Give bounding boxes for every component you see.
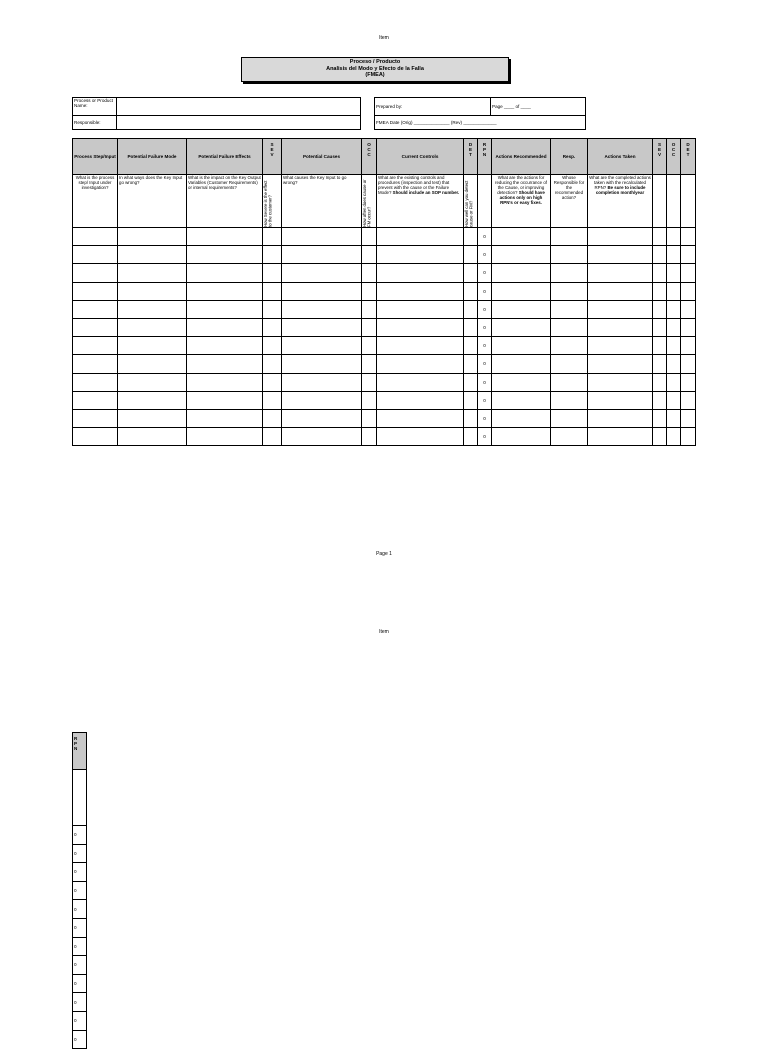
table-cell[interactable] <box>377 246 464 264</box>
table-row <box>73 264 696 282</box>
table-cell[interactable] <box>73 409 118 427</box>
table-cell[interactable] <box>588 355 653 373</box>
table-cell[interactable] <box>551 428 588 446</box>
table-row <box>73 282 696 300</box>
table-cell[interactable] <box>377 228 464 246</box>
guide-actions <box>492 175 551 228</box>
guide-controls-text: What are the existing controls and procedures (inspection and test) that prevent with the cause or the Failure Mode? <box>378 175 450 195</box>
rpn2-cell: 0 <box>73 918 87 937</box>
col-process: Process Step/Input <box>73 139 118 175</box>
table-cell[interactable] <box>653 318 667 336</box>
table-cell[interactable] <box>118 373 187 391</box>
table-cell[interactable] <box>282 428 362 446</box>
table-cell[interactable] <box>187 282 263 300</box>
table-cell[interactable] <box>377 300 464 318</box>
table-cell[interactable] <box>282 355 362 373</box>
table-cell[interactable] <box>588 337 653 355</box>
table-cell[interactable] <box>73 373 118 391</box>
table-cell[interactable] <box>118 246 187 264</box>
table-cell[interactable] <box>551 264 588 282</box>
table-cell[interactable] <box>653 355 667 373</box>
guide-process: What is the process step/ Input under investigation? <box>73 175 118 228</box>
table-cell[interactable] <box>362 246 377 264</box>
page-of-label: Page ____ of ____ <box>491 98 586 116</box>
table-cell[interactable] <box>667 264 681 282</box>
table-cell[interactable] <box>551 300 588 318</box>
table-cell[interactable] <box>681 355 696 373</box>
guide-taken <box>588 175 653 228</box>
table-cell[interactable] <box>187 318 263 336</box>
table-cell[interactable] <box>464 246 478 264</box>
table-cell[interactable] <box>681 264 696 282</box>
table-cell[interactable] <box>588 246 653 264</box>
guide-det <box>464 175 478 228</box>
col-det: D E T <box>464 139 478 175</box>
table-cell[interactable] <box>492 264 551 282</box>
table-cell[interactable] <box>681 337 696 355</box>
table-cell[interactable] <box>282 318 362 336</box>
table-cell[interactable] <box>263 300 282 318</box>
table-cell[interactable] <box>187 300 263 318</box>
table-cell[interactable] <box>667 391 681 409</box>
guide-occ-text: How often does cause or FM occur? <box>362 179 372 227</box>
table-row <box>73 228 696 246</box>
table-cell[interactable] <box>492 373 551 391</box>
responsible-field[interactable] <box>117 116 361 130</box>
table-cell[interactable] <box>73 228 118 246</box>
table-cell[interactable] <box>653 264 667 282</box>
table-cell[interactable] <box>464 282 478 300</box>
table-cell[interactable] <box>187 264 263 282</box>
table-cell[interactable] <box>551 355 588 373</box>
table-cell[interactable] <box>667 246 681 264</box>
table-cell[interactable] <box>667 228 681 246</box>
table-row <box>73 355 696 373</box>
table-cell[interactable] <box>464 409 478 427</box>
table-cell[interactable] <box>653 409 667 427</box>
table-cell[interactable] <box>362 355 377 373</box>
table-cell[interactable] <box>588 264 653 282</box>
rpn2-cell: 0 <box>73 974 87 993</box>
table-row <box>73 826 87 845</box>
table-cell[interactable] <box>551 246 588 264</box>
table-cell[interactable] <box>187 228 263 246</box>
info-table-right <box>374 97 586 130</box>
table-cell[interactable] <box>187 373 263 391</box>
prepared-by-label: Prepared by: <box>375 98 491 116</box>
table-row <box>73 337 696 355</box>
table-cell[interactable] <box>551 282 588 300</box>
guide-rpn <box>478 175 492 228</box>
table-cell[interactable] <box>377 318 464 336</box>
guide-failure-effects: What is the impact on the Key Output Variables (Customer Requirements) or internal requirements? <box>187 175 263 228</box>
rpn2-cell: 0 <box>73 900 87 919</box>
rpn2-cell: 0 <box>73 1011 87 1030</box>
table-cell[interactable] <box>282 391 362 409</box>
table-cell[interactable] <box>377 337 464 355</box>
table-row <box>73 1011 87 1030</box>
table-cell[interactable] <box>118 228 187 246</box>
table-cell[interactable] <box>118 409 187 427</box>
table-cell[interactable] <box>377 264 464 282</box>
table-cell[interactable] <box>263 409 282 427</box>
table-cell[interactable] <box>362 318 377 336</box>
table-cell[interactable] <box>377 409 464 427</box>
table-cell[interactable] <box>464 428 478 446</box>
col-resp: Resp. <box>551 139 588 175</box>
rpn-cell: 0 <box>478 373 492 391</box>
table-cell[interactable] <box>464 228 478 246</box>
table-cell[interactable] <box>282 373 362 391</box>
guide-det-text: How well can you detect cause or FM? <box>464 180 474 227</box>
table-row <box>73 956 87 975</box>
table-cell[interactable] <box>377 373 464 391</box>
rpn2-cell: 0 <box>73 844 87 863</box>
rpn2-header: R P N <box>73 733 87 770</box>
guide-sev-text: How Severe is the effect to the customer? <box>263 180 273 227</box>
table-cell[interactable] <box>118 355 187 373</box>
table-row <box>73 993 87 1012</box>
table-cell[interactable] <box>362 300 377 318</box>
table-cell[interactable] <box>282 282 362 300</box>
table-row <box>73 391 696 409</box>
table-cell[interactable] <box>73 282 118 300</box>
col-causes: Potential Causes <box>282 139 362 175</box>
guide-resp: Whose Responsible for the recommended action? <box>551 175 588 228</box>
col-failure-effects: Potential Failure Effects <box>187 139 263 175</box>
table-cell[interactable] <box>263 228 282 246</box>
guide-row <box>73 175 696 228</box>
guide-taken-bold: Be sure to include completion month/year <box>595 185 646 195</box>
table-cell[interactable] <box>282 264 362 282</box>
table-cell[interactable] <box>263 391 282 409</box>
table-cell[interactable] <box>362 228 377 246</box>
table-cell[interactable] <box>118 300 187 318</box>
table-cell[interactable] <box>588 300 653 318</box>
table-cell[interactable] <box>681 246 696 264</box>
page-footer: Page 1 <box>376 551 392 557</box>
rpn-cell: 0 <box>478 409 492 427</box>
process-name-field[interactable] <box>117 98 361 116</box>
table-row <box>73 937 87 956</box>
table-cell[interactable] <box>282 337 362 355</box>
rpn2-cell: 0 <box>73 993 87 1012</box>
table-cell[interactable] <box>653 337 667 355</box>
table-cell[interactable] <box>377 391 464 409</box>
table-cell[interactable] <box>73 264 118 282</box>
fmea-date-label: FMEA Date (Orig) ______________ (Rev) _____________ <box>375 116 586 130</box>
table-cell[interactable] <box>73 391 118 409</box>
table-cell[interactable] <box>263 373 282 391</box>
rpn-cell: 0 <box>478 264 492 282</box>
table-row <box>73 900 87 919</box>
table-cell[interactable] <box>377 355 464 373</box>
table-cell[interactable] <box>551 318 588 336</box>
table-row <box>73 1030 87 1049</box>
title-line: (FMEA) <box>365 72 385 78</box>
col-actions-recommended: Actions Recommended <box>492 139 551 175</box>
table-cell[interactable] <box>263 264 282 282</box>
table-cell[interactable] <box>653 428 667 446</box>
table-cell[interactable] <box>681 428 696 446</box>
table-cell[interactable] <box>653 246 667 264</box>
table-cell[interactable] <box>588 228 653 246</box>
table-cell[interactable] <box>667 428 681 446</box>
table-cell[interactable] <box>588 409 653 427</box>
guide-controls-bold: Should include an SOP number. <box>392 190 460 195</box>
guide-causes: What causes the Key Input to go wrong? <box>282 175 362 228</box>
table-cell[interactable] <box>667 282 681 300</box>
table-cell[interactable] <box>118 428 187 446</box>
rpn-cell: 0 <box>478 355 492 373</box>
table-cell[interactable] <box>492 300 551 318</box>
col-occ: O C C <box>362 139 377 175</box>
table-cell[interactable] <box>551 409 588 427</box>
table-cell[interactable] <box>377 428 464 446</box>
table-row <box>73 246 696 264</box>
table-cell[interactable] <box>492 391 551 409</box>
guide-actions-text: What are the actions for reducing the occurrance of the Cause, or improving detection? <box>495 175 547 195</box>
table-row <box>73 863 87 882</box>
col-actions-taken: Actions Taken <box>588 139 653 175</box>
process-name-label: Process or Product Name: <box>73 98 117 116</box>
table-cell[interactable] <box>588 373 653 391</box>
rpn2-guide-cell <box>73 770 87 826</box>
table-cell[interactable] <box>118 337 187 355</box>
table-cell[interactable] <box>681 282 696 300</box>
table-row <box>73 300 696 318</box>
guide-failure-mode: In what ways does the Key Input go wrong? <box>118 175 187 228</box>
table-cell[interactable] <box>187 337 263 355</box>
table-cell[interactable] <box>464 391 478 409</box>
table-cell[interactable] <box>73 355 118 373</box>
table-cell[interactable] <box>187 391 263 409</box>
rpn-cell: 0 <box>478 282 492 300</box>
table-cell[interactable] <box>667 337 681 355</box>
title-line: Analisis del Modo y Efecto de la Falla <box>326 65 424 72</box>
table-cell[interactable] <box>551 337 588 355</box>
table-cell[interactable] <box>492 228 551 246</box>
table-cell[interactable] <box>73 300 118 318</box>
rpn-cell: 0 <box>478 300 492 318</box>
rpn-cell: 0 <box>478 318 492 336</box>
table-cell[interactable] <box>464 264 478 282</box>
fmea-table <box>72 138 696 446</box>
table-cell[interactable] <box>681 373 696 391</box>
document-title <box>241 57 509 82</box>
table-cell[interactable] <box>362 282 377 300</box>
table-cell[interactable] <box>492 318 551 336</box>
table-cell[interactable] <box>492 409 551 427</box>
table-cell[interactable] <box>653 300 667 318</box>
page-header: Item <box>379 35 389 41</box>
table-cell[interactable] <box>263 282 282 300</box>
col-failure-mode: Potential Failure Mode <box>118 139 187 175</box>
info-table-left <box>72 97 361 130</box>
table-cell[interactable] <box>653 282 667 300</box>
table-cell[interactable] <box>73 246 118 264</box>
table-cell[interactable] <box>551 228 588 246</box>
table-cell[interactable] <box>492 337 551 355</box>
table-cell[interactable] <box>464 337 478 355</box>
table-cell[interactable] <box>118 282 187 300</box>
table-row <box>73 918 87 937</box>
table-cell[interactable] <box>464 318 478 336</box>
table-cell[interactable] <box>263 246 282 264</box>
responsible-label: Responsible: <box>73 116 117 130</box>
table-cell[interactable] <box>187 246 263 264</box>
table-cell[interactable] <box>73 318 118 336</box>
rpn-cell: 0 <box>478 391 492 409</box>
table-cell[interactable] <box>118 391 187 409</box>
table-row <box>73 844 87 863</box>
table-cell[interactable] <box>588 391 653 409</box>
rpn2-cell: 0 <box>73 826 87 845</box>
table-cell[interactable] <box>282 409 362 427</box>
table-row <box>73 881 87 900</box>
data-rows <box>73 228 696 446</box>
table-cell[interactable] <box>667 300 681 318</box>
table-cell[interactable] <box>464 300 478 318</box>
table-cell[interactable] <box>118 318 187 336</box>
table-cell[interactable] <box>681 409 696 427</box>
col-occ2: O C C <box>667 139 681 175</box>
rpn2-rows <box>73 826 87 1049</box>
col-sev2: S E V <box>653 139 667 175</box>
guide-taken-text: What are the completed actions taken with the recalculated RPN? <box>589 175 651 190</box>
col-sev: S E V <box>263 139 282 175</box>
table-cell[interactable] <box>667 373 681 391</box>
rpn-cell: 0 <box>478 246 492 264</box>
table-cell[interactable] <box>681 300 696 318</box>
table-cell[interactable] <box>362 264 377 282</box>
table-row <box>73 428 696 446</box>
table-cell[interactable] <box>681 318 696 336</box>
table-cell[interactable] <box>681 228 696 246</box>
table-cell[interactable] <box>551 373 588 391</box>
table-cell[interactable] <box>377 282 464 300</box>
table-cell[interactable] <box>492 282 551 300</box>
table-cell[interactable] <box>588 428 653 446</box>
guide-actions-bold: Should have actions only on high RPN's or easy fixes. <box>499 190 545 205</box>
table-cell[interactable] <box>118 264 187 282</box>
table-cell[interactable] <box>187 409 263 427</box>
table-cell[interactable] <box>667 409 681 427</box>
table-cell[interactable] <box>73 428 118 446</box>
table-row <box>73 318 696 336</box>
rpn-column-table <box>72 732 87 1049</box>
guide-sev <box>263 175 282 228</box>
table-cell[interactable] <box>492 428 551 446</box>
rpn2-cell: 0 <box>73 863 87 882</box>
table-row <box>73 409 696 427</box>
table-cell[interactable] <box>588 318 653 336</box>
table-cell[interactable] <box>653 373 667 391</box>
table-cell[interactable] <box>362 337 377 355</box>
rpn2-cell: 0 <box>73 1030 87 1049</box>
table-cell[interactable] <box>667 318 681 336</box>
guide-controls <box>377 175 464 228</box>
table-cell[interactable] <box>282 246 362 264</box>
table-cell[interactable] <box>492 355 551 373</box>
title-line: Proceso / Producto <box>349 59 401 65</box>
table-cell[interactable] <box>282 300 362 318</box>
table-cell[interactable] <box>362 428 377 446</box>
table-cell[interactable] <box>282 228 362 246</box>
rpn2-cell: 0 <box>73 956 87 975</box>
col-det2: D E T <box>681 139 696 175</box>
table-cell[interactable] <box>588 282 653 300</box>
col-controls: Current Controls <box>377 139 464 175</box>
table-row <box>73 974 87 993</box>
table-row <box>73 373 696 391</box>
page2-header: Item <box>379 629 389 635</box>
table-cell[interactable] <box>653 228 667 246</box>
table-cell[interactable] <box>667 355 681 373</box>
table-cell[interactable] <box>653 391 667 409</box>
table-cell[interactable] <box>187 355 263 373</box>
table-cell[interactable] <box>681 391 696 409</box>
table-cell[interactable] <box>362 391 377 409</box>
table-cell[interactable] <box>263 428 282 446</box>
table-cell[interactable] <box>362 409 377 427</box>
table-cell[interactable] <box>263 318 282 336</box>
header-row <box>73 139 696 175</box>
col-rpn: R P N <box>478 139 492 175</box>
table-cell[interactable] <box>551 391 588 409</box>
table-cell[interactable] <box>263 337 282 355</box>
table-cell[interactable] <box>492 246 551 264</box>
table-cell[interactable] <box>464 373 478 391</box>
table-cell[interactable] <box>73 337 118 355</box>
guide-occ <box>362 175 377 228</box>
table-cell[interactable] <box>362 373 377 391</box>
rpn-cell: 0 <box>478 428 492 446</box>
table-cell[interactable] <box>187 428 263 446</box>
table-cell[interactable] <box>464 355 478 373</box>
rpn2-cell: 0 <box>73 881 87 900</box>
rpn-cell: 0 <box>478 228 492 246</box>
rpn2-cell: 0 <box>73 937 87 956</box>
rpn-cell: 0 <box>478 337 492 355</box>
table-cell[interactable] <box>263 355 282 373</box>
